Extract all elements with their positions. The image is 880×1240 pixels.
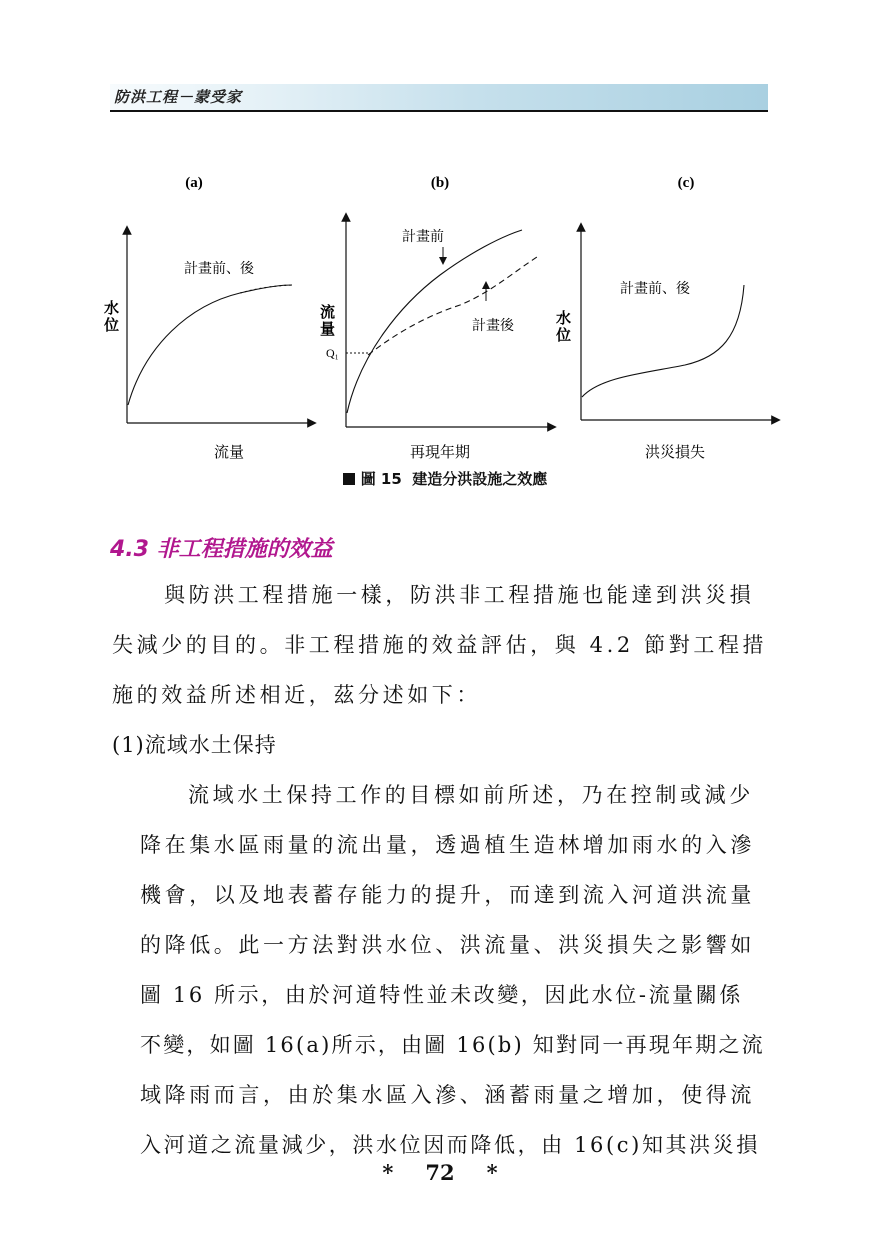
panel-a-curve bbox=[128, 285, 292, 405]
panel-a-y-label-2: 位 bbox=[104, 316, 120, 334]
running-header: 防洪工程－蒙受家 bbox=[114, 88, 243, 106]
item-line-7: 域降雨而言，由於集水區入滲、涵蓄雨量之增加，使得流 bbox=[140, 1083, 755, 1107]
panel-c bbox=[555, 175, 776, 461]
panel-b bbox=[320, 175, 552, 461]
item-line-8: 入河道之流量減少，洪水位因而降低，由 16(c)知其洪災損 bbox=[140, 1133, 760, 1157]
panel-a-curve-label: 計畫前、後 bbox=[184, 261, 254, 277]
item-line-6: 不變，如圖 16(a)所示，由圖 16(b) 知對同一再現年期之流 bbox=[140, 1033, 765, 1057]
panel-c-x-label: 洪災損失 bbox=[644, 443, 706, 461]
figure-caption bbox=[100, 468, 790, 489]
panel-a-curve-tail bbox=[240, 285, 292, 293]
panel-b-q-label: Q₁ bbox=[326, 346, 339, 360]
intro-line-2: 失減少的目的。非工程措施的效益評估，與 4.2 節對工程措 bbox=[112, 633, 768, 657]
panel-b-before-label: 計畫前 bbox=[402, 229, 444, 245]
item-heading: (1)流域水土保持 bbox=[112, 733, 277, 757]
item-line-1: 流域水土保持工作的目標如前所述，乃在控制或減少 bbox=[188, 783, 754, 807]
panel-a-y-label-1: 水 bbox=[104, 299, 120, 317]
caption-marker bbox=[343, 473, 355, 485]
page-number: 72 bbox=[425, 1160, 455, 1185]
caption-text: 建造分洪設施之效應 bbox=[412, 470, 548, 488]
panel-c-label: (c) bbox=[677, 175, 695, 191]
footer-star-left: * bbox=[382, 1160, 394, 1185]
item-line-5: 圖 16 所示，由於河道特性並未改變，因此水位-流量關係 bbox=[140, 983, 743, 1007]
panel-b-x-label: 再現年期 bbox=[409, 443, 471, 461]
panel-b-curve-after bbox=[368, 255, 540, 355]
panel-c-y-label-2: 位 bbox=[556, 326, 572, 344]
figure-15 bbox=[100, 165, 790, 495]
panel-c-y-label bbox=[555, 309, 571, 344]
panel-c-curve-label: 計畫前、後 bbox=[620, 281, 690, 297]
figure-diagram bbox=[100, 165, 790, 495]
page-footer bbox=[0, 1160, 880, 1185]
panel-b-y-label-1: 流 bbox=[320, 303, 336, 321]
header-rule bbox=[110, 110, 768, 112]
caption-figure-number: 圖 15 bbox=[360, 470, 402, 488]
intro-line-1: 與防洪工程措施一樣，防洪非工程措施也能達到洪災損 bbox=[164, 583, 755, 607]
panel-a-label: (a) bbox=[185, 175, 203, 191]
panel-c-curve bbox=[582, 285, 744, 397]
panel-a-y-label bbox=[103, 299, 119, 334]
panel-a bbox=[103, 175, 312, 461]
footer-star-right: * bbox=[486, 1160, 498, 1185]
item-line-4: 的降低。此一方法對洪水位、洪流量、洪災損失之影響如 bbox=[140, 933, 755, 957]
panel-b-after-label: 計畫後 bbox=[472, 318, 514, 334]
intro-line-3: 施的效益所述相近，茲分述如下： bbox=[112, 683, 481, 707]
panel-b-label: (b) bbox=[430, 175, 450, 191]
section-title: 4.3 非工程措施的效益 bbox=[110, 537, 333, 562]
panel-b-y-label bbox=[320, 303, 335, 338]
item-line-2: 降在集水區雨量的流出量，透過植生造林增加雨水的入滲 bbox=[140, 833, 755, 857]
panel-a-x-label: 流量 bbox=[213, 443, 245, 461]
item-line-3: 機會，以及地表蓄存能力的提升，而達到流入河道洪流量 bbox=[140, 883, 755, 907]
panel-b-y-label-2: 量 bbox=[320, 320, 336, 338]
panel-c-y-label-1: 水 bbox=[556, 309, 572, 327]
